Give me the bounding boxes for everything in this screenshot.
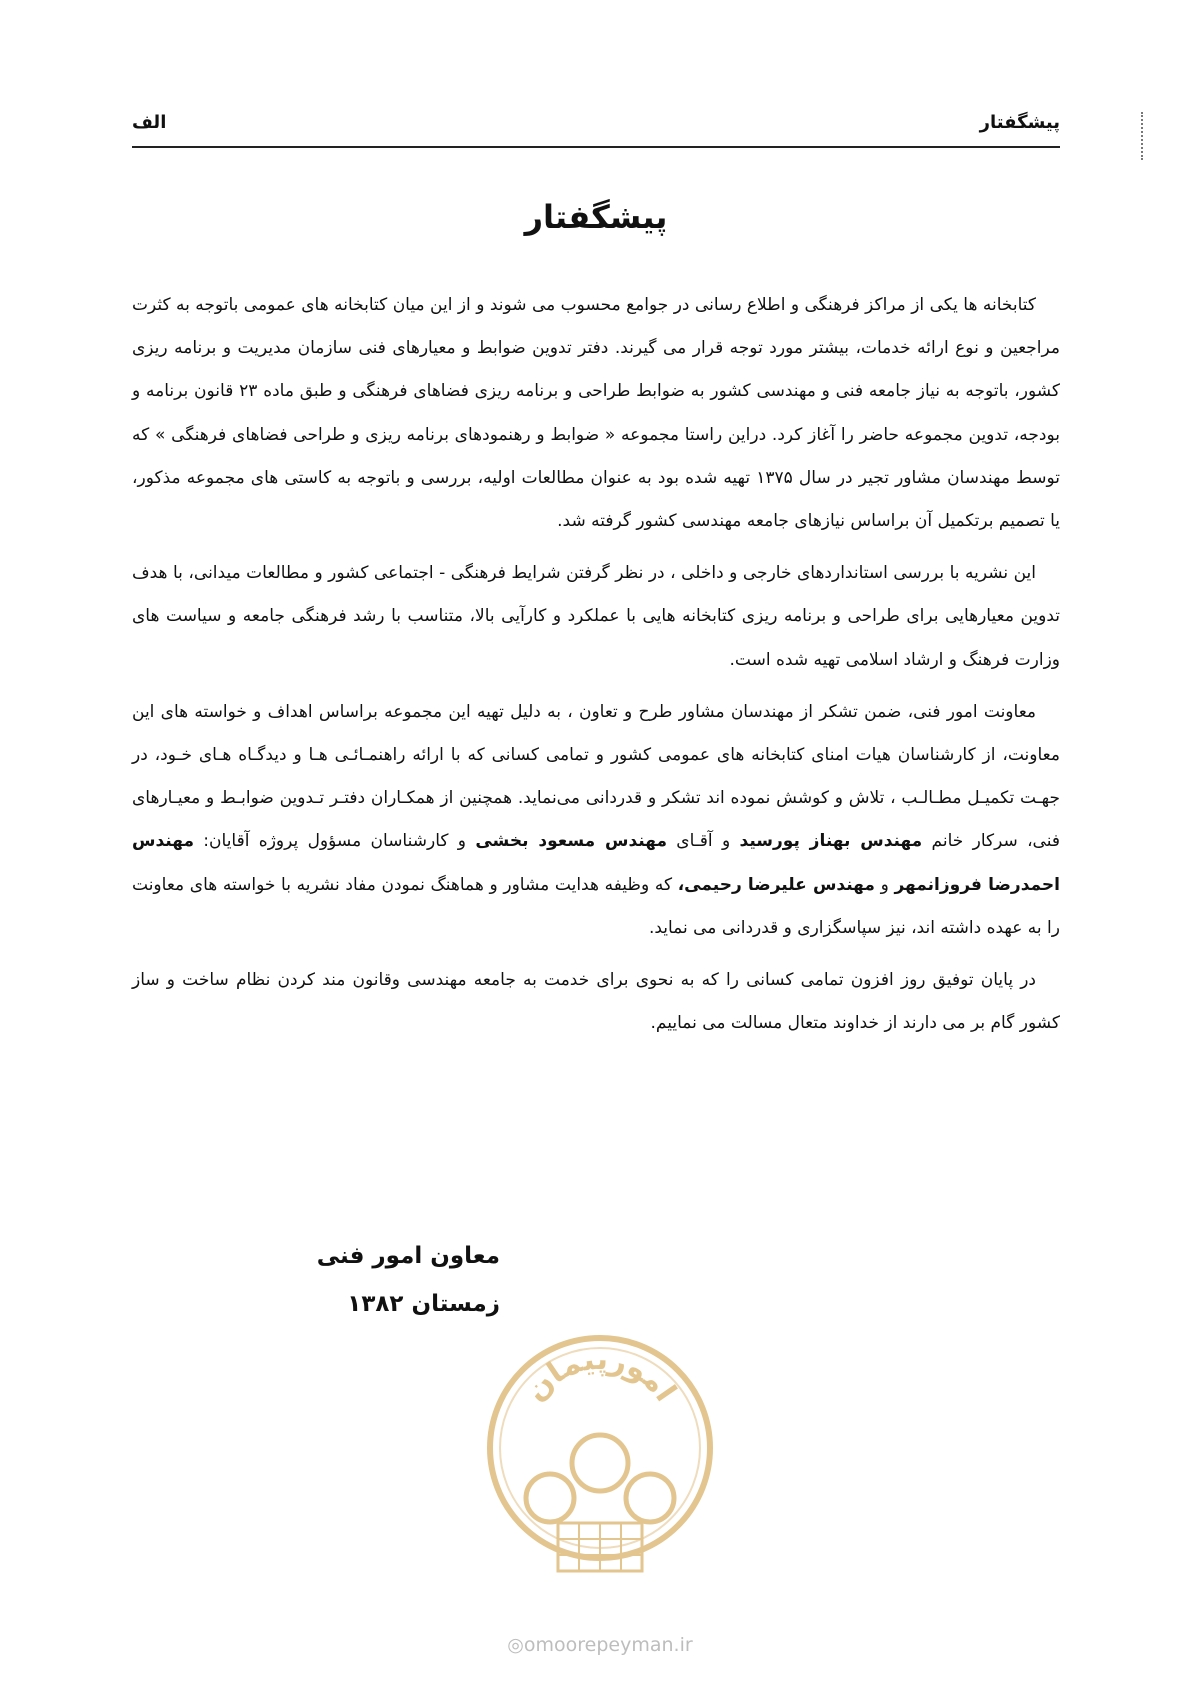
paragraph [132,691,1060,950]
paragraph-text: کتابخانه ها یکی از مراکز فرهنگی و اطلاع رسانی در جوامع محسوب می شوند و از این میان کتابخانه های عمومی باتوجه به کثرت مراجعین و نوع ارائه خدمات، بیشتر مورد توجه قرار می گیرند. دفتر تدوین ضوابط و معیارهای فنی سازمان مدیریت و برنامه ریزی کشور، باتوجه به نیاز جامعه فنی و مهندسی کشور به ضوابط طراحی و برنامه ریزی فضاهای فرهنگی و طبق ماده ۲۳ قانون برنامه و بودجه، تدوین مجموعه حاضر را آغاز کرد. دراین راستا مجموعه « ضوابط و رهنمودهای برنامه ریزی و طراحی فضاهای فرهنگی » که توسط مهندسان مشاور تجیر در سال ۱۳۷۵ تهیه شده بود به عنوان مطالعات اولیه، بررسی و باتوجه به کاستی های مجموعه مذکور، یا تصمیم برتکمیل آن براساس نیازهای جامعه مهندسی کشور گرفته شد. [132,295,1061,532]
bold-name: مهندس علیرضا رحیمی، [677,874,875,895]
margin-mark [1141,112,1144,160]
instagram-icon: ◎ [507,1634,524,1656]
paragraph-text: این نشریه با بررسی استانداردهای خارجی و داخلی ، در نظر گرفتن شرایط فرهنگی - اجتماعی کشور و مطالعات میدانی، با هدف تدوین معیارهایی برای طراحی و برنامه ریزی کتابخانه هایی با عملکرد و کارآیی بالا، متناسب با رشد فرهنگی جامعه و سیاست های وزارت فرهنگ و ارشاد اسلامی تهیه شده است. [132,563,1060,670]
signoff [240,1232,500,1328]
signoff-date: زمستان ۱۳۸۲ [347,1291,500,1317]
watermark-logo [480,1318,720,1618]
running-header [132,112,1060,137]
header-rule [132,146,1060,148]
bold-name: مهندس بهناز پورسید [739,831,923,852]
paragraph-text: که وظیفه هدایت مشاور و هماهنگ نمودن مفاد نشریه با خواسته های معاونت را به عهده داشته اند، نیز سپاسگزاری و قدردانی می نماید. [132,874,1060,938]
watermark-logo-text: امورپیمان [518,1341,683,1409]
signoff-office: معاون امور فنی [316,1243,500,1269]
paragraph [132,552,1060,682]
running-header-section-title: پیشگفتار [979,112,1060,133]
paragraph-text: و [874,874,895,895]
paragraph-text: معاونت امور فنی، ضمن تشکر از مهندسان مشاور طرح و تعاون ، به دلیل تهیه این مجموعه براساس اهداف و خواسته های این معاونت، از کارشناسان هیات امنای کتابخانه های عمومی کشور و تمامی کسانی که با ارائه راهنمـائـی هـا و دیدگـاه هـای خـود، در جهـت تکمیـل مطـالـب ، تلاش و کوشش نموده اند تشکر و قدردانی می‌نماید. همچنین از همکـاران دفتـر تـدوین ضوابـط و معیـارهای فنی، سرکار خانم [132,701,1060,852]
body-text [132,284,1060,1054]
watermark-site [490,1634,710,1656]
paragraph-text: در پایان توفیق روز افزون تمامی کسانی را که به نحوی برای خدمت به جامعه مهندسی وقانون مند کردن نظام ساخت و ساز کشور گام بر می دارند از خداوند متعال مسالت می نماییم. [132,970,1060,1034]
page-title: پیشگفتار [524,198,668,236]
paragraph [132,959,1060,1045]
paragraph [132,284,1060,543]
bold-name: مهندس مسعود بخشی [475,831,667,852]
watermark-gear-right [626,1474,674,1522]
watermark-site-text: omoorepeyman.ir [523,1634,693,1656]
paragraph-text: و آقـای [666,831,740,852]
bold-name: مهندس احمدرضا فروزانمهر [132,831,1060,895]
watermark-grid [558,1523,642,1571]
running-header-page-label: الف [132,112,167,133]
watermark-gear-left [526,1474,574,1522]
watermark-gear-center [572,1435,628,1491]
paragraph-text: و کارشناسان مسؤول پروژه آقایان: [193,831,476,852]
